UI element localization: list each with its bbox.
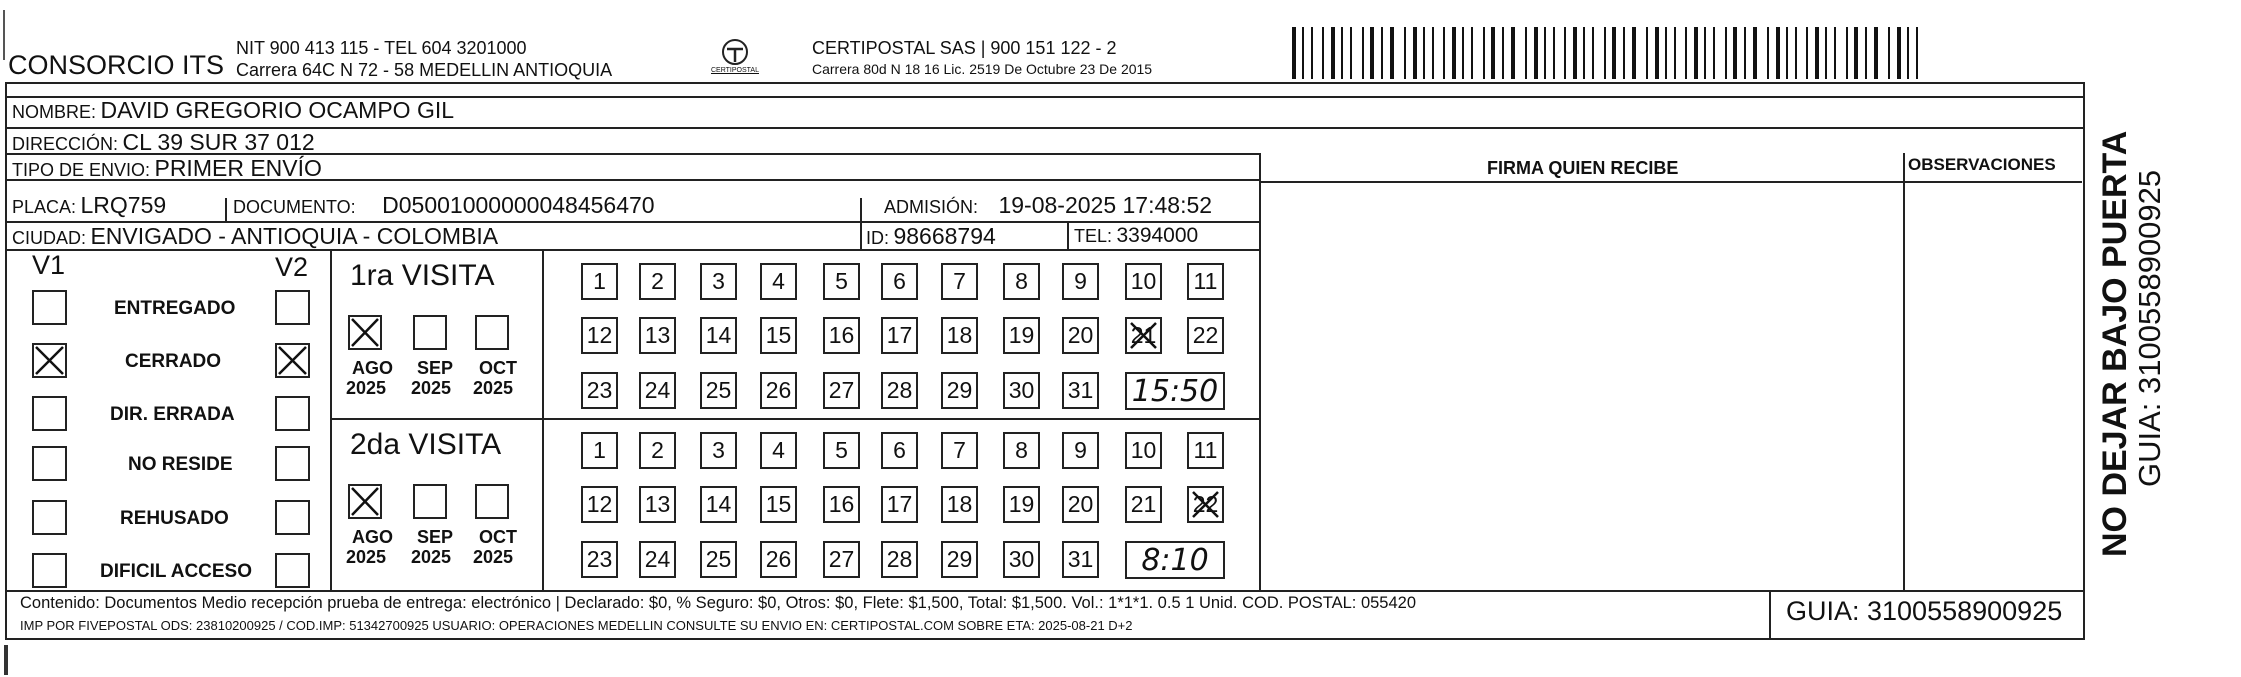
day-box[interactable]: 31 [1062,541,1099,578]
day-box[interactable]: 7 [941,432,978,469]
day-box[interactable]: 20 [1062,486,1099,523]
observaciones-label: OBSERVACIONES [1908,155,2056,174]
day-box[interactable]: 9 [1062,263,1099,300]
status-option-label: NO RESIDE [128,454,233,475]
tipo-envio-field [12,155,322,182]
visit-title: 2da VISITA [350,428,502,461]
day-box[interactable]: 6 [881,432,918,469]
tel-value: 3394000 [1116,224,1199,247]
certipostal-logo [705,36,765,84]
day-mark [1189,488,1222,521]
day-box[interactable]: 3 [700,263,737,300]
day-box[interactable]: 10 [1125,432,1162,469]
courier-address: Carrera 80d N 18 16 Lic. 2519 De Octubre 23 De 2015 [812,61,1153,77]
id-field [866,223,996,250]
day-box[interactable]: 3 [700,432,737,469]
direccion-label: DIRECCIÓN: [12,134,119,154]
day-box[interactable]: 7 [941,263,978,300]
time-box[interactable]: 15:50 [1125,372,1225,410]
v1-checkbox[interactable] [32,553,67,588]
status-option-label: DIR. ERRADA [110,404,235,425]
day-box[interactable]: 2 [639,432,676,469]
v2-label: V2 [275,252,309,282]
documento-label: DOCUMENTO: [233,197,356,217]
admision-field [884,192,1212,219]
day-box[interactable]: 4 [760,263,797,300]
month-checkbox[interactable] [413,484,447,519]
day-box[interactable]: 25 [700,372,737,409]
status-option-label: DIFICIL ACCESO [100,561,253,582]
day-box[interactable]: 15 [760,486,797,523]
placa-field [12,192,166,219]
day-box[interactable]: 23 [581,372,618,409]
day-box[interactable]: 31 [1062,372,1099,409]
ciudad-field [12,223,498,250]
month-checkbox[interactable] [475,484,509,519]
day-box[interactable]: 11 [1187,263,1224,300]
v2-checkbox[interactable] [275,500,310,535]
day-box[interactable]: 17 [881,486,918,523]
day-box[interactable]: 13 [639,486,676,523]
side-guia: GUIA: 3100558900925 [2132,169,2167,487]
documento-value: D05001000000048456470 [382,192,655,218]
month-year: 2025 [473,547,514,567]
day-box[interactable]: 10 [1125,263,1162,300]
company-name: CONSORCIO ITS [8,50,225,80]
direccion-field [12,129,315,156]
day-box[interactable]: 22 [1187,486,1224,523]
status-option-label: REHUSADO [120,508,229,529]
v2-check-mark [275,343,310,378]
month-year: 2025 [411,547,452,567]
imp-text: IMP POR FIVEPOSTAL ODS: 23810200925 / COD.IMP: 51342700925 USUARIO: OPERACIONES MEDELLIN CONSULTE SU ENVIO EN: CERTIPOSTAL.COM SOBRE ETA: 2025-08-21 D+2 [20,618,1133,633]
observaciones-area[interactable] [1907,183,2081,588]
day-box[interactable]: 5 [823,432,860,469]
v1-checkbox[interactable] [32,500,67,535]
month-label: AGO [352,358,394,378]
month-year: 2025 [346,378,387,398]
day-box[interactable]: 12 [581,486,618,523]
day-box[interactable]: 2 [639,263,676,300]
day-box[interactable]: 8 [1003,263,1040,300]
admision-value: 19-08-2025 17:48:52 [998,192,1213,218]
firma-area[interactable] [1263,183,1901,588]
day-box[interactable]: 6 [881,263,918,300]
v2-checkbox[interactable] [275,396,310,431]
v2-checkbox[interactable] [275,290,310,325]
logo-caption: CERTIPOSTAL [711,67,759,74]
admision-label: ADMISIÓN: [884,197,979,217]
day-box[interactable]: 29 [941,541,978,578]
placa-value: LRQ759 [80,192,167,218]
day-box[interactable]: 14 [700,486,737,523]
v1-checkbox[interactable] [32,396,67,431]
day-box[interactable]: 19 [1003,317,1040,354]
day-box[interactable]: 1 [581,263,618,300]
month-checkbox[interactable] [475,315,509,350]
day-box[interactable]: 1 [581,432,618,469]
scan-edge-mark-bottom [4,645,8,675]
day-box[interactable]: 17 [881,317,918,354]
company-address: Carrera 64C N 72 - 58 MEDELLIN ANTIOQUIA [236,60,613,80]
day-box[interactable]: 8 [1003,432,1040,469]
day-box[interactable]: 28 [881,372,918,409]
day-box[interactable]: 22 [1187,317,1224,354]
footer-guia: GUIA: 3100558900925 [1786,596,2063,626]
status-option-label: CERRADO [125,351,222,372]
day-box[interactable]: 29 [941,372,978,409]
month-label: AGO [352,527,394,547]
day-box[interactable]: 24 [639,541,676,578]
firma-quien-recibe-label: FIRMA QUIEN RECIBE [1487,158,1679,178]
v1-label: V1 [32,250,66,280]
direccion-value: CL 39 SUR 37 012 [122,129,315,155]
company-nit: NIT 900 413 115 - TEL 604 3201000 [236,38,527,58]
day-box[interactable]: 21 [1125,486,1162,523]
day-box[interactable]: 27 [823,541,860,578]
v1-checkbox[interactable] [32,446,67,481]
day-box[interactable]: 30 [1003,541,1040,578]
month-label: SEP [417,527,454,547]
no-dejar-bajo-puerta: NO DEJAR BAJO PUERTA [2096,130,2134,557]
nombre-value: DAVID GREGORIO OCAMPO GIL [100,97,455,123]
ciudad-value: ENVIGADO - ANTIOQUIA - COLOMBIA [90,223,499,249]
day-box[interactable]: 16 [823,486,860,523]
day-box[interactable]: 28 [881,541,918,578]
day-mark [1127,319,1160,352]
id-label: ID: [866,228,890,248]
day-box[interactable]: 25 [700,541,737,578]
month-label: SEP [417,358,454,378]
v1-checkbox[interactable] [32,290,67,325]
day-box[interactable]: 18 [941,317,978,354]
v1-check-mark [32,343,67,378]
scan-edge-mark [3,10,5,60]
time-box[interactable]: 8:10 [1125,541,1225,579]
day-box[interactable]: 21 [1125,317,1162,354]
month-year: 2025 [411,378,452,398]
month-label: OCT [479,358,517,378]
month-checkbox[interactable] [413,315,447,350]
day-box[interactable]: 24 [639,372,676,409]
day-box[interactable]: 16 [823,317,860,354]
day-box[interactable]: 20 [1062,317,1099,354]
day-box[interactable]: 26 [760,372,797,409]
tipo-envio-value: PRIMER ENVÍO [154,155,322,181]
day-box[interactable]: 23 [581,541,618,578]
tipo-envio-label: TIPO DE ENVIO: [12,160,151,180]
tel-label: TEL: [1074,226,1113,246]
status-option-label: ENTREGADO [114,298,236,319]
nombre-field [12,97,454,124]
id-value: 98668794 [893,223,996,249]
month-label: OCT [479,527,517,547]
month-year: 2025 [473,378,514,398]
day-box[interactable]: 5 [823,263,860,300]
month-check-mark [348,484,382,519]
day-box[interactable]: 14 [700,317,737,354]
day-box[interactable]: 27 [823,372,860,409]
day-box[interactable]: 9 [1062,432,1099,469]
day-box[interactable]: 12 [581,317,618,354]
day-box[interactable]: 19 [1003,486,1040,523]
v2-checkbox[interactable] [275,553,310,588]
day-box[interactable]: 13 [639,317,676,354]
month-year: 2025 [346,547,387,567]
visit-title: 1ra VISITA [350,259,495,292]
day-box[interactable]: 11 [1187,432,1224,469]
v2-checkbox[interactable] [275,446,310,481]
certipostal-logo-icon [705,36,765,84]
placa-label: PLACA: [12,197,77,217]
day-box[interactable]: 26 [760,541,797,578]
month-check-mark [348,315,382,350]
tel-field [1074,224,1198,248]
barcode [1292,27,1926,79]
day-box[interactable]: 15 [760,317,797,354]
courier-name: CERTIPOSTAL SAS | 900 151 122 - 2 [812,38,1117,58]
day-box[interactable]: 18 [941,486,978,523]
nombre-label: NOMBRE: [12,102,97,122]
day-box[interactable]: 30 [1003,372,1040,409]
contenido-text: Contenido: Documentos Medio recepción prueba de entrega: electrónico | Declarado: $0, % Seguro: $0, Otros: $0, Flete: $1,500, Total: $1,500. Vol.: 1*1*1. 0.5 1 Unid. COD. POSTAL: 055420 [20,594,1417,612]
documento-field [233,192,655,219]
ciudad-label: CIUDAD: [12,228,87,248]
day-box[interactable]: 4 [760,432,797,469]
